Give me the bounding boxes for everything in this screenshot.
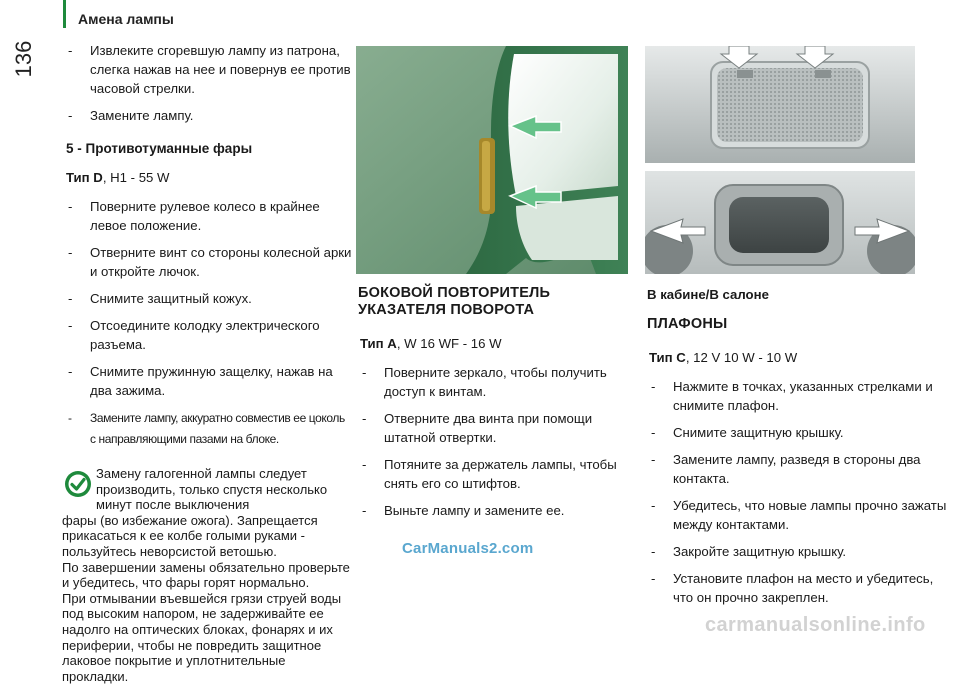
list-item-text: Потяните за держатель лампы, чтобы снять его со штифтов. xyxy=(384,457,617,491)
list-item-text: Снимите пружинную защелку, нажав на два зажима. xyxy=(90,364,333,398)
list-item: - Нажмите в точках, указанных стрелками и снимите плафон. xyxy=(651,379,933,413)
list-item-text: Отверните два винта при помощи штатной отвертки. xyxy=(384,411,593,445)
location-label: В кабине/В салоне xyxy=(647,287,769,302)
ceiling-lamp-type xyxy=(649,348,950,367)
note-text: По завершении замены обязательно проверьте и убедитесь, что фары горят нормально. xyxy=(62,559,350,591)
list-item-text: Замените лампу, разведя в стороны два контакта. xyxy=(673,452,921,486)
header-green-rule xyxy=(63,0,66,28)
watermark-link[interactable]: CarManuals2.com xyxy=(402,540,534,557)
note-text: фары (во избежание ожога). Запрещается прикасаться к ее колбе голыми руками - пользуйтесь неворсистой ветошью. xyxy=(62,512,318,559)
type-value: , W 16 WF - 16 W xyxy=(396,336,502,351)
list-item-text: Отсоедините колодку электрического разъема. xyxy=(90,318,320,352)
checkmark-icon xyxy=(64,470,92,498)
list-item-text: Снимите защитный кожух. xyxy=(90,291,252,306)
ceiling-lights-heading: ПЛАФОНЫ xyxy=(647,316,728,332)
list-item: - Извлеките сгоревшую лампу из патрона, слегка нажав на нее и повернув ее против часовой стрелки. xyxy=(68,43,351,96)
heading-line: БОКОВОЙ ПОВТОРИТЕЛЬ xyxy=(358,285,551,301)
list-item-text: Закройте защитную крышку. xyxy=(673,544,847,559)
list-item: - Отверните винт со стороны колесной арки и откройте лючок. xyxy=(68,245,352,279)
fog-lights-heading: 5 - Противотуманные фары xyxy=(66,141,253,156)
list-item-text: Замените лампу. xyxy=(90,108,194,123)
list-item: - Установите плафон на место и убедитесь, что он прочно закреплен. xyxy=(651,571,934,605)
list-item: - Замените лампу, разведя в стороны два контакта. xyxy=(651,452,921,486)
list-item: - Замените лампу. xyxy=(68,108,194,123)
fog-lamp-type xyxy=(66,168,352,187)
turn-signal-lamp-type xyxy=(360,334,631,353)
list-item: - Закройте защитную крышку. xyxy=(651,544,847,559)
type-label: Тип A xyxy=(360,336,397,351)
list-item-text: Отверните винт со стороны колесной арки и откройте лючок. xyxy=(90,245,352,279)
list-item-text: Выньте лампу и замените ее. xyxy=(384,503,565,518)
type-label: Тип C xyxy=(649,350,686,365)
note-text: При отмывании въевшейся грязи струей воды под высоким напором, не задерживайте ее надолго на оптических блоках, фонарях и их периферии, чтобы не повредить защитное лаковое покрытие и уплотнительные прокладки. xyxy=(62,590,342,684)
list-item-text: Убедитесь, что новые лампы прочно зажаты между контактами. xyxy=(673,498,947,532)
note-text: Замену галогенной лампы следует производить, только спустя несколько минут после выключения xyxy=(96,466,328,513)
list-item: - Снимите защитный кожух. xyxy=(68,291,252,306)
list-item-text: Нажмите в точках, указанных стрелками и снимите плафон. xyxy=(673,379,933,413)
list-item: - Отсоедините колодку электрического разъема. xyxy=(68,318,320,352)
list-item: - Снимите защитную крышку. xyxy=(651,425,844,440)
list-item-text: Поверните зеркало, чтобы получить доступ к винтам. xyxy=(384,365,607,399)
warning-note xyxy=(62,466,352,684)
type-value: , H1 - 55 W xyxy=(102,170,170,185)
list-item-text: Снимите защитную крышку. xyxy=(673,425,844,440)
list-item: - Потяните за держатель лампы, чтобы снять его со штифтов. xyxy=(362,457,617,491)
page-number: 136 xyxy=(11,40,36,78)
list-item-text: Замените лампу, аккуратно совместив ее цоколь с направляющими пазами на блоке. xyxy=(90,411,345,446)
list-item: - Поверните рулевое колесо в крайнее левое положение. xyxy=(68,199,320,233)
mirror-illustration xyxy=(356,46,628,274)
list-item-text: Извлеките сгоревшую лампу из патрона, слегка нажав на нее и повернув ее против часовой стрелки. xyxy=(90,43,351,96)
list-item: - Убедитесь, что новые лампы прочно зажаты между контактами. xyxy=(651,498,947,532)
right-column xyxy=(645,285,950,615)
turn-signal-heading xyxy=(358,285,631,319)
list-item-text: Поверните рулевое колесо в крайнее левое положение. xyxy=(90,199,320,233)
list-item: - Замените лампу, аккуратно совместив ее цоколь с направляющими пазами на блоке. xyxy=(68,411,345,446)
list-item-text: Установите плафон на место и убедитесь, что он прочно закреплен. xyxy=(673,571,934,605)
middle-column xyxy=(356,285,631,528)
ceiling-lamp-bottom-illustration xyxy=(645,171,915,274)
left-column xyxy=(62,41,352,684)
list-item: - Отверните два винта при помощи штатной отвертки. xyxy=(362,411,593,445)
type-value: , 12 V 10 W - 10 W xyxy=(685,350,798,365)
type-label: Тип D xyxy=(66,170,103,185)
list-item: - Поверните зеркало, чтобы получить доступ к винтам. xyxy=(362,365,607,399)
side-mirror-image xyxy=(356,46,628,274)
section-title: Амена лампы xyxy=(78,11,174,27)
ceiling-lamp-image xyxy=(645,46,915,163)
list-item: - Снимите пружинную защелку, нажав на два зажима. xyxy=(68,364,333,398)
heading-line: УКАЗАТЕЛЯ ПОВОРОТА xyxy=(358,302,535,318)
watermark-bottom: carmanualsonline.info xyxy=(705,614,926,636)
list-item: - Выньте лампу и замените ее. xyxy=(362,503,565,518)
ceiling-lamp-side-image xyxy=(645,171,915,274)
ceiling-lamp-top-illustration xyxy=(645,46,915,163)
